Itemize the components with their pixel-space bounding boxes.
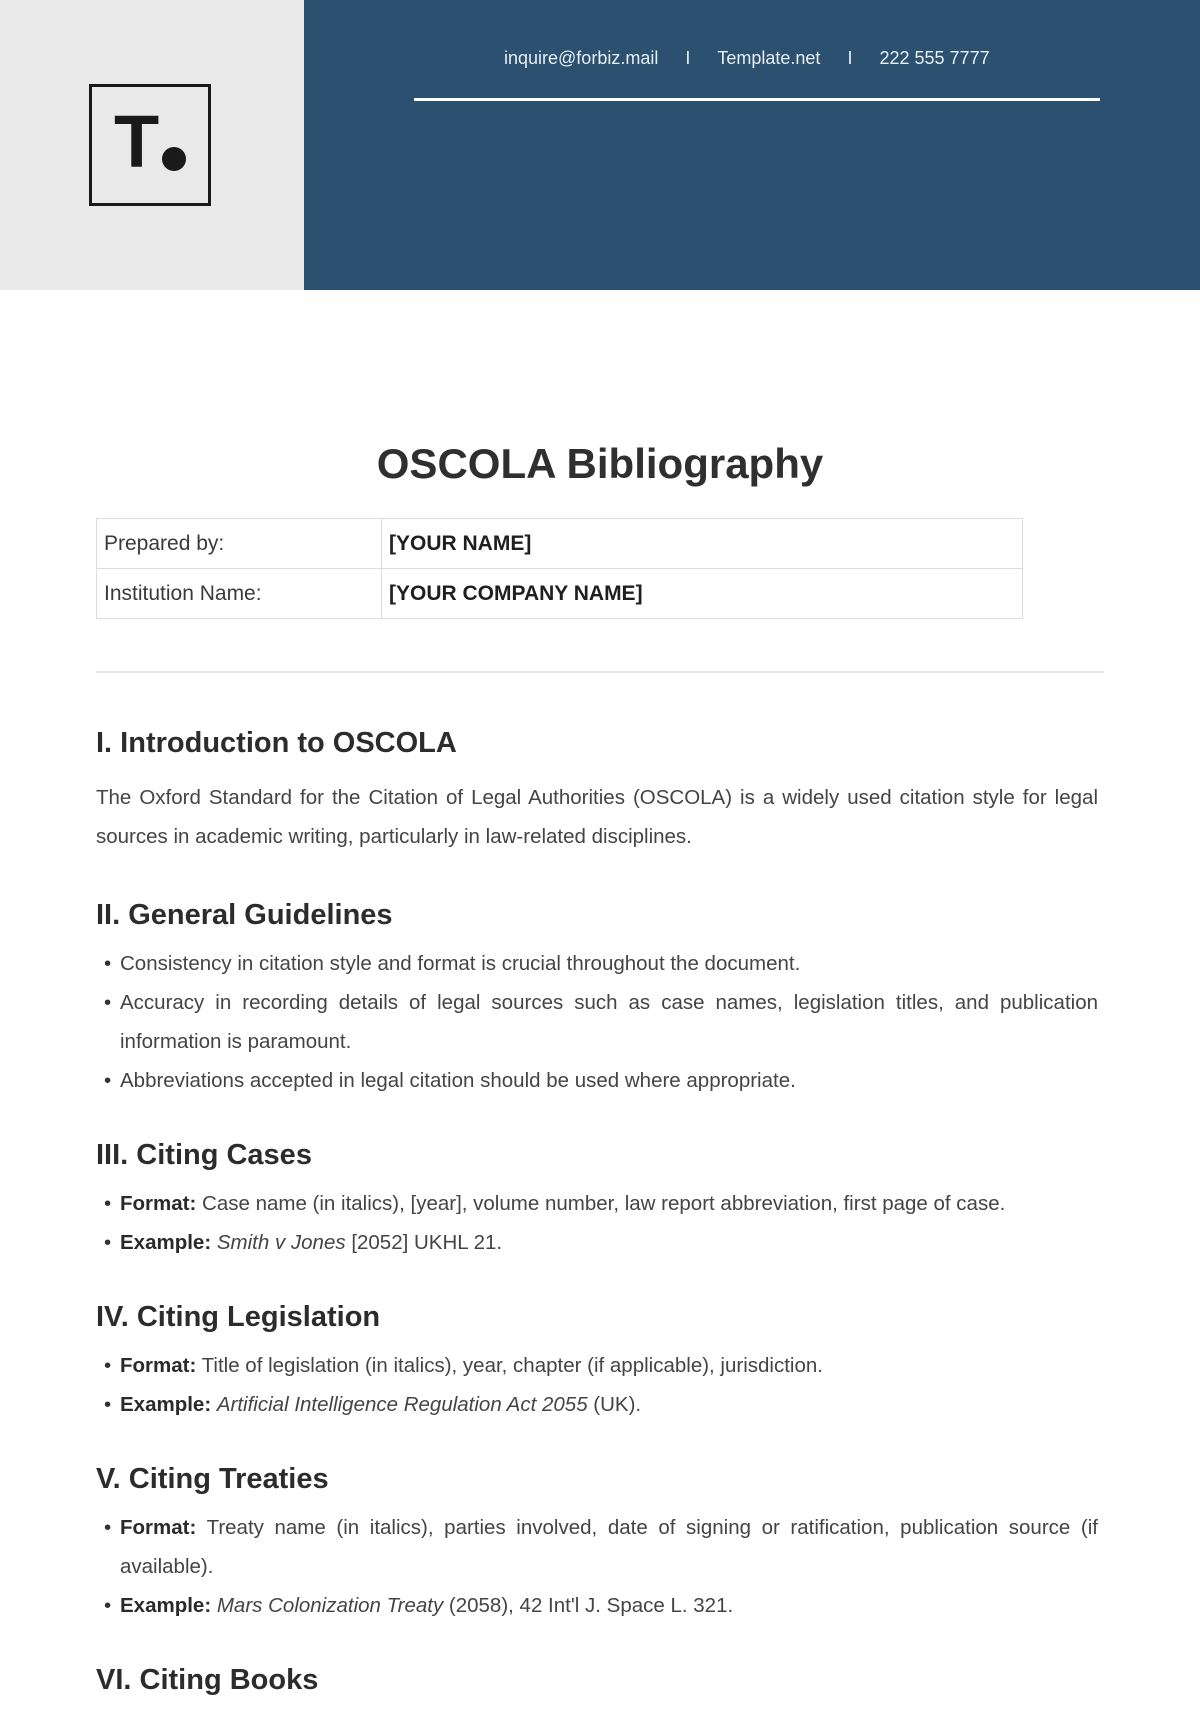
section-citing-treaties <box>96 1458 1098 1625</box>
list-item: • Consistency in citation style and format is crucial throughout the document. <box>120 944 1098 983</box>
list-item <box>120 1223 1098 1262</box>
contact-info <box>504 48 990 69</box>
format-text: Case name (in italics), [year], volume number, law report abbreviation, first page of case. <box>202 1192 1006 1215</box>
institution-value: [YOUR COMPANY NAME] <box>382 569 1023 619</box>
prepared-by-value: [YOUR NAME] <box>382 519 1023 569</box>
cases-list <box>96 1184 1098 1262</box>
page-title: OSCOLA Bibliography <box>376 440 824 487</box>
example-text: (2058), 42 Int'l J. Space L. 321. <box>448 1594 734 1617</box>
example-title: Smith v Jones <box>216 1231 346 1254</box>
contact-email[interactable]: inquire@forbiz.mail <box>504 48 659 68</box>
company-logo <box>89 84 211 206</box>
section-heading: I. Introduction to OSCOLA <box>96 727 457 759</box>
example-label: Example: <box>120 1594 212 1617</box>
section-citing-books <box>96 1659 1098 1701</box>
info-table <box>96 518 1023 619</box>
legislation-list <box>96 1346 1098 1424</box>
contact-separator: I <box>847 48 853 68</box>
header-banner <box>304 0 1200 290</box>
section-heading: II. General Guidelines <box>96 899 393 931</box>
section-heading: VI. Citing Books <box>96 1664 319 1696</box>
section-heading: III. Citing Cases <box>96 1139 312 1171</box>
section-citing-legislation <box>96 1296 1098 1424</box>
example-title: Mars Colonization Treaty <box>216 1594 444 1617</box>
document-body <box>96 722 1098 1735</box>
section-citing-cases <box>96 1134 1098 1262</box>
example-label: Example: <box>120 1393 212 1416</box>
section-heading: IV. Citing Legislation <box>96 1301 381 1333</box>
contact-website[interactable]: Template.net <box>717 48 821 68</box>
format-label: Format: <box>120 1192 197 1215</box>
section-introduction <box>96 722 1098 856</box>
section-heading: V. Citing Treaties <box>96 1463 329 1495</box>
list-item: • Accuracy in recording details of legal sources such as case names, legislation titles, and publication information is paramount. <box>120 983 1098 1061</box>
treaties-list <box>96 1508 1098 1625</box>
table-row <box>97 569 1023 619</box>
example-label: Example: <box>120 1231 212 1254</box>
section-paragraph: The Oxford Standard for the Citation of Legal Authorities (OSCOLA) is a widely used citation style for legal sources in academic writing, particularly in law-related disciplines. <box>96 786 1098 848</box>
list-item <box>120 1508 1098 1586</box>
prepared-by-label: Prepared by: <box>97 519 382 569</box>
institution-label: Institution Name: <box>97 569 382 619</box>
contact-separator: I <box>685 48 691 68</box>
list-item <box>120 1586 1098 1625</box>
list-item <box>120 1346 1098 1385</box>
format-label: Format: <box>120 1354 197 1377</box>
example-text: (UK). <box>593 1393 642 1416</box>
logo-dot <box>162 147 186 171</box>
list-item: • Abbreviations accepted in legal citation should be used where appropriate. <box>120 1061 1098 1100</box>
section-divider <box>96 671 1104 673</box>
table-row <box>97 519 1023 569</box>
format-text: Treaty name (in italics), parties involved, date of signing or ratification, publication source (if available). <box>120 1516 1098 1578</box>
header-logo-panel <box>0 0 304 290</box>
contact-phone: 222 555 7777 <box>879 48 990 68</box>
example-text: [2052] UKHL 21. <box>351 1231 503 1254</box>
format-text: Title of legislation (in italics), year, chapter (if applicable), jurisdiction. <box>201 1354 823 1377</box>
logo-letter: T <box>114 100 160 183</box>
guidelines-list <box>96 944 1098 1100</box>
example-title: Artificial Intelligence Regulation Act 2055 <box>216 1393 588 1416</box>
header-divider <box>414 98 1100 101</box>
list-item <box>120 1385 1098 1424</box>
format-label: Format: <box>120 1516 197 1539</box>
section-general-guidelines <box>96 894 1098 1100</box>
list-item <box>120 1184 1098 1223</box>
